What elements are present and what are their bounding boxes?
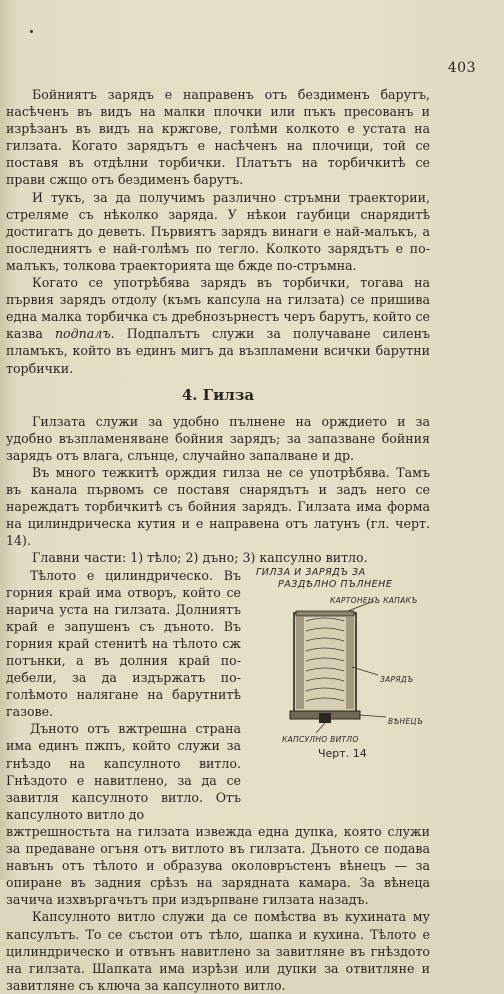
label-rim: ВѢНЕЦЪ: [388, 716, 424, 726]
label-primer-screw: КАПСУЛНО ВИТЛО: [282, 734, 359, 744]
label-cardboard-cap: КАРТОНЕНЪ КАПАКЪ: [330, 595, 418, 605]
paragraph: И тукъ, за да получимъ различно стръмни траектории, стреляме съ нѣколко заряда. У нѣкои гаубици снарядитѣ достигатъ до деветь. Първиятъ зарядъ винаги е най-малъкъ, а последниятъ е най-голѣмъ по тегло. Колкото зарядътъ е по-малъкъ, толкова траекторията ще бжде по-стръмна.: [6, 189, 430, 273]
text-with-figure: [6, 567, 430, 823]
paragraph: Бойниятъ зарядъ е направенъ отъ бездименъ барутъ, насѣченъ въ видъ на малки плочки или пъкъ пресованъ и изрѣзанъ въ видъ на кржгове, голѣми колкото е устата на гилзата. Когато зарядътъ е насѣченъ на плочици, той се поставя въ отдѣлни торбички. Платътъ на торбичкитѣ се прави сжщо отъ бездименъ барутъ.: [6, 87, 430, 188]
paragraph: Капсулното витло служи да се помѣства въ кухината му капсулътъ. То се състои отъ тѣло, шапка и кухина. Тѣлото е цилиндрическо и отвънъ навитлено за завитляне въ гнѣздото на гилзата. Шапката има изрѣзи или дупки за отвитляне и завитляне съ ключа за капсулното витло.: [6, 909, 430, 993]
text-after-figure: [6, 823, 430, 994]
paragraph: Тѣлото е цилиндрическо. Въ горния край има отворъ, който се нарича уста на гилзата. Долниятъ край е запушенъ съ дъното. Въ горния край стенитѣ на тѣлото сж потънки, а въ долния край по-дебели, за да издържатъ по-голѣмото налягане на барутнитѣ газове.: [6, 567, 241, 720]
paragraph: вжтрешностьта на гилзата извежда една дупка, която служи за предаване огъня отъ витлото въ гилзата. Дъното се подава навънъ отъ тѣлото и образува околовръстенъ вѣнецъ — за опиране въ задния срѣзъ на зарядната камара. За вѣнеца зачича изхвъргачътъ при издърпване гилзата назадъ.: [6, 823, 430, 908]
page-number: 403: [447, 60, 476, 76]
page-body: [6, 86, 430, 994]
column-text: [6, 567, 241, 823]
figure-14: [256, 566, 438, 760]
paragraph: Гилзата служи за удобно пълнене на орждието и за удобно възпламеняване бойния зарядъ; за запазване бойния зарядъ отъ влага, слънце, случайно запалване и др.: [6, 413, 430, 463]
figure-title-line: РАЗДѢЛНО ПЪЛНЕНЕ: [278, 578, 393, 590]
paragraph: Въ много тежкитѣ орждия гилза не се употрѣбява. Тамъ въ канала първомъ се поставя снарядътъ и задъ него се нареждатъ торбичкитѣ съ бойния зарядъ. Гилзата има форма на цилиндрическа кутия и е направена отъ латунъ (гл. черт. 14).: [6, 464, 430, 549]
figure-caption: Черт. 14: [318, 746, 367, 760]
paragraph-text: . Подпалътъ служи за получаване силенъ пламъкъ, който въ единъ мигъ да възпламени всички барутни торбички.: [6, 326, 430, 376]
paragraph: Главни части: 1) тѣло; 2) дъно; 3) капсулно витло.: [32, 550, 368, 566]
figure-title-line: ГИЛЗА И ЗАРЯДЪ ЗА: [256, 566, 366, 578]
paragraph: [6, 274, 430, 377]
section-title: 4. Гилза: [181, 385, 255, 404]
paragraph: Дъното отъ вжтрешна страна има единъ пжпъ, който служи за гнѣздо на капсулното витло. Гнѣздото е навитлено, за да се завитля капсулното витло. Отъ капсулното витло до: [6, 721, 241, 822]
paragraph-text: Когато се употрѣбява зарядъ въ торбички, тогава на първия зарядъ отдолу (къмъ капсула на гилзата) се пришива една малка торбичка съ дребнозърнестъ черъ барутъ, който се казва: [6, 275, 430, 342]
term-podpal: подпалъ: [54, 326, 111, 342]
label-charge: ЗАРЯДЪ: [380, 674, 414, 684]
ink-speck: [30, 30, 33, 33]
